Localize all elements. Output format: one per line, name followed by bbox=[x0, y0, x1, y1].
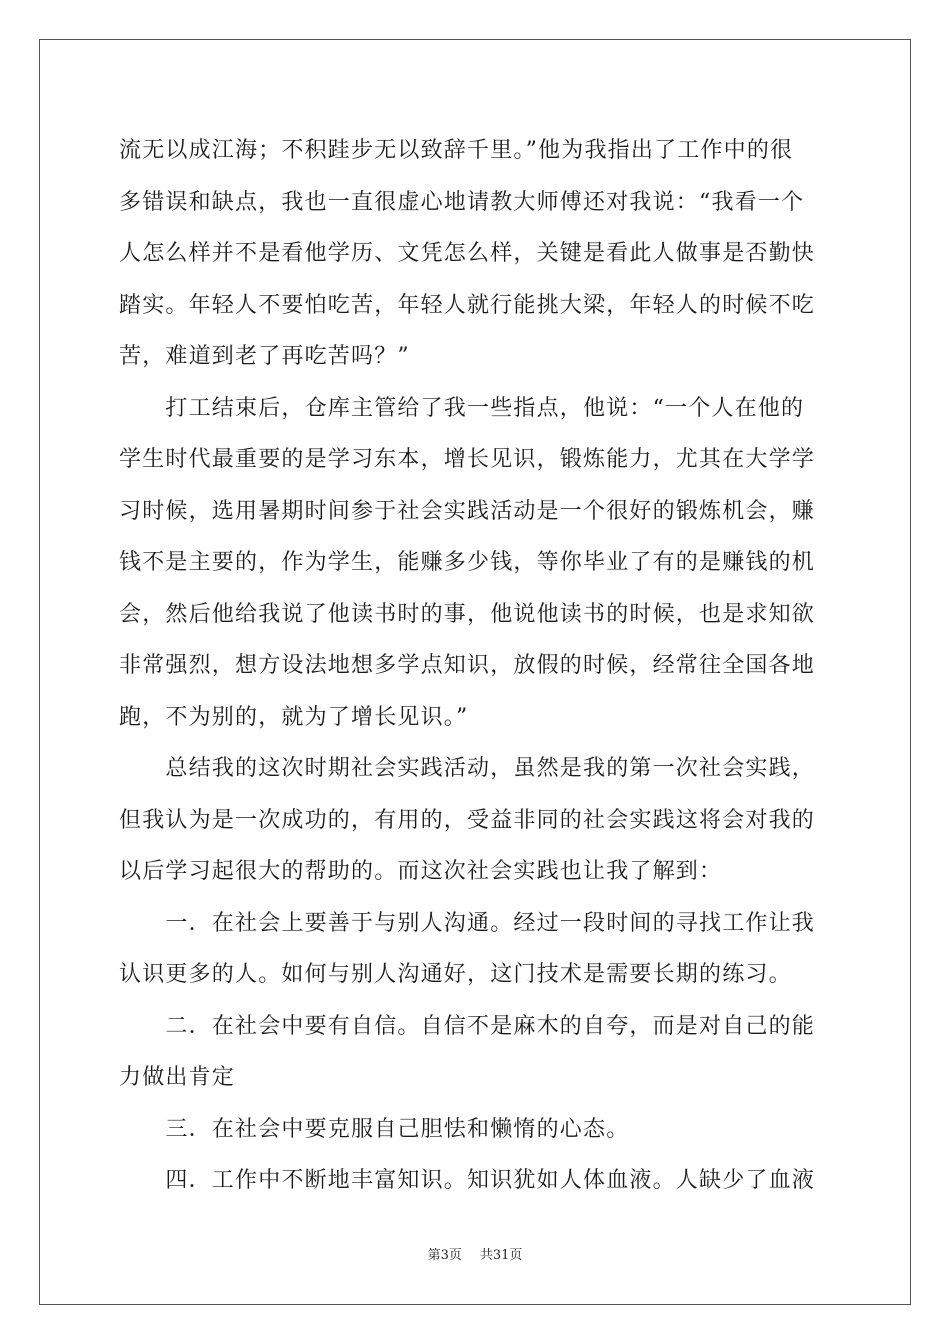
text-line: 习时候，选用暑期时间参于社会实践活动是一个很好的锻炼机会，赚 bbox=[119, 498, 816, 524]
text-line: 流无以成江海；不积跬步无以致辞千里。”他为我指出了工作中的很 bbox=[119, 138, 794, 163]
text-line: 多错误和缺点，我也一直很虚心地请教大师傅还对我说：“我看一个 bbox=[119, 189, 805, 215]
page-footer bbox=[0, 1244, 950, 1263]
text-line: 人怎么样并不是看他学历、文凭怎么样，关键是看此人做事是否勤快 bbox=[119, 241, 816, 266]
text-line: 学生时代最重要的是学习东本，增长见识，锻炼能力，尤其在大学学 bbox=[119, 447, 816, 472]
text-line: 苦，难道到老了再吃苦吗？” bbox=[119, 344, 410, 369]
text-line: 二．在社会中要有自信。自信不是麻木的自夸，而是对自己的能 bbox=[119, 1013, 816, 1039]
text-line: 以后学习起很大的帮助的。而这次社会实践也让我了解到： bbox=[119, 859, 723, 884]
text-line: 总结我的这次时期社会实践活动，虽然是我的第一次社会实践， bbox=[119, 756, 816, 781]
text-line: 打工结束后，仓库主管给了我一些指点，他说：“一个人在他的 bbox=[119, 395, 805, 421]
text-line: 会，然后他给我说了他读书时的事，他说他读书的时候，也是求知欲 bbox=[119, 601, 816, 627]
text-line: 跑，不为别的，就为了增长见识。” bbox=[119, 704, 469, 730]
text-line: 四．工作中不断地丰富知识。知识犹如人体血液。人缺少了血液 bbox=[119, 1168, 816, 1193]
text-line: 三．在社会中要克服自己胆怯和懒惰的心态。 bbox=[119, 1116, 630, 1142]
text-line: 踏实。年轻人不要怕吃苦，年轻人就行能挑大梁，年轻人的时候不吃 bbox=[119, 292, 816, 318]
text-line: 认识更多的人。如何与别人沟通好，这门技术是需要长期的练习。 bbox=[119, 962, 792, 987]
text-line: 非常强烈，想方设法地想多学点知识，放假的时候，经常往全国各地 bbox=[119, 653, 816, 678]
text-line: 但我认为是一次成功的，有用的，受益非同的社会实践这将会对我的 bbox=[119, 807, 816, 833]
text-line: 一．在社会上要善于与别人沟通。经过一段时间的寻找工作让我 bbox=[119, 910, 816, 936]
page-number: 第3页 bbox=[427, 1248, 462, 1263]
text-line: 力做出肯定 bbox=[119, 1065, 236, 1090]
text-line: 钱不是主要的，作为学生，能赚多少钱，等你毕业了有的是赚钱的机 bbox=[119, 550, 816, 575]
page-total: 共31页 bbox=[479, 1248, 523, 1263]
document-body bbox=[119, 125, 831, 1207]
